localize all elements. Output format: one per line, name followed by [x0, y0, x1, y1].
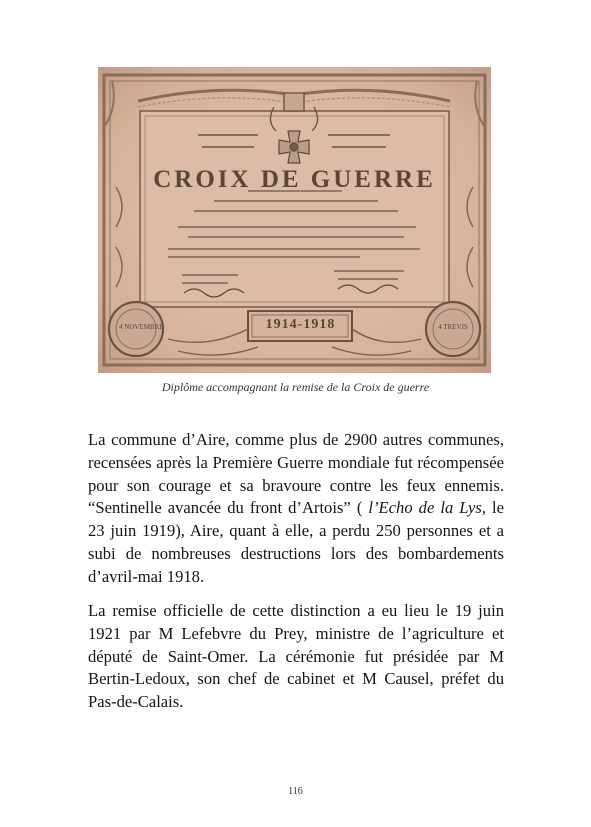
diploma-title: CROIX DE GUERRE [153, 166, 436, 193]
paragraph-1-text-before: La commune d’Aire, comme plus de 2900 autres communes, recensées après la Première Guerre mondiale fut récompensée pour son courage et sa bravoure contre les feux ennemis. “Sentinelle avancée du front d’Artois” ( [88, 430, 504, 518]
diploma-dates: 1914-1918 [265, 317, 336, 332]
paragraph-1 [88, 429, 504, 589]
figure-caption: Diplôme accompagnant la remise de la Croix de guerre [161, 380, 430, 394]
medal-right-label: 4 TREVIS [438, 323, 468, 331]
paragraph-1-emphasis: l’Echo de la Lys, [368, 498, 486, 518]
diploma-image [98, 67, 491, 373]
paragraph-2: La remise officielle de cette distinction a eu lieu le 19 juin 1921 par M Lefebvre du Prey, ministre de l’agriculture et député de Saint-Omer. La cérémonie fut présidée par M Bertin-Ledoux, son chef de cabinet et M Causel, préfet du Pas-de-Calais. [88, 601, 504, 712]
paragraph-1-text-after: le 23 juin 1919), Aire, quant à elle, a perdu 250 personnes et a subi de nombreuses destructions lors des bombardements d’avril-mai 1918. [88, 498, 505, 586]
medal-left-label: 4 NOVEMBRE [119, 323, 164, 331]
page-number: 116 [288, 786, 303, 797]
